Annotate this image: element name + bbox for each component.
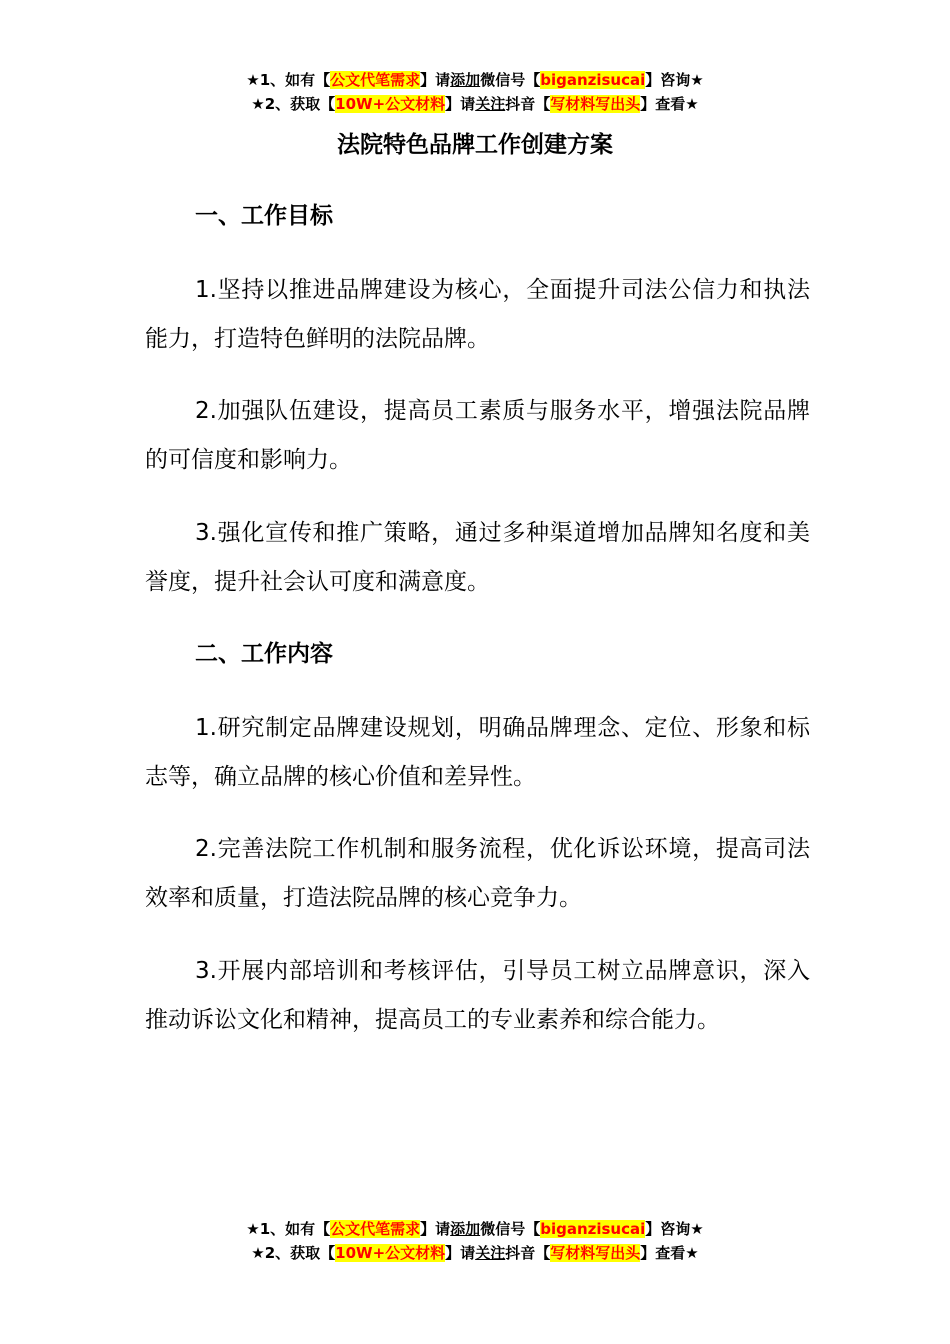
banner-text: 】请 (445, 95, 476, 113)
banner-text: 】查看 (640, 95, 686, 113)
banner-text: 微信号【 (480, 71, 541, 89)
star-icon: ★ (690, 71, 704, 89)
highlight-service: 公文代笔需求 (330, 1220, 421, 1238)
star-icon: ★ (251, 1244, 265, 1262)
paragraph: 1.研究制定品牌建设规划，明确品牌理念、定位、形象和标志等，确立品牌的核心价值和差异性。 (145, 715, 810, 790)
banner-text: 抖音【 (505, 95, 551, 113)
banner-text: 】咨询 (645, 1220, 691, 1238)
underlined-text: 关注 (475, 1244, 506, 1262)
highlight-service: 公文代笔需求 (330, 71, 421, 89)
underlined-text: 关注 (475, 95, 506, 113)
highlight-wechat-id: biganzisucai (540, 71, 646, 89)
star-icon: ★ (685, 95, 699, 113)
underlined-text: 添加 (450, 1220, 481, 1238)
banner-text: 】请 (420, 71, 451, 89)
banner-text: 】请 (420, 1220, 451, 1238)
underlined-text: 添加 (450, 71, 481, 89)
paragraph: 1.坚持以推进品牌建设为核心，全面提升司法公信力和执法能力，打造特色鲜明的法院品牌。 (145, 277, 810, 352)
star-icon: ★ (685, 1244, 699, 1262)
banner-line-2 (0, 1241, 950, 1265)
header-banner (0, 68, 950, 116)
document-title: 法院特色品牌工作创建方案 (337, 132, 613, 158)
highlight-douyin: 写材料写出头 (550, 95, 641, 113)
banner-text: 】请 (445, 1244, 476, 1262)
banner-text: 2、获取【 (264, 1244, 336, 1262)
banner-text: 1、如有【 (259, 71, 331, 89)
star-icon: ★ (251, 95, 265, 113)
section-heading-goals: 一、工作目标 (195, 203, 333, 229)
highlight-douyin: 写材料写出头 (550, 1244, 641, 1262)
highlight-materials: 10W+公文材料 (335, 95, 446, 113)
paragraph: 2.加强队伍建设，提高员工素质与服务水平，增强法院品牌的可信度和影响力。 (145, 398, 810, 473)
banner-text: 2、获取【 (264, 95, 336, 113)
banner-line-2 (0, 92, 950, 116)
paragraph: 3.强化宣传和推广策略，通过多种渠道增加品牌知名度和美誉度，提升社会认可度和满意度。 (145, 520, 810, 595)
paragraph: 3.开展内部培训和考核评估，引导员工树立品牌意识，深入推动诉讼文化和精神，提高员工的专业素养和综合能力。 (145, 958, 810, 1033)
star-icon: ★ (246, 71, 260, 89)
banner-text: 抖音【 (505, 1244, 551, 1262)
banner-text: 】咨询 (645, 71, 691, 89)
banner-line-1 (0, 68, 950, 92)
footer-banner (0, 1217, 950, 1265)
banner-text: 微信号【 (480, 1220, 541, 1238)
banner-text: 】查看 (640, 1244, 686, 1262)
banner-line-1 (0, 1217, 950, 1241)
highlight-materials: 10W+公文材料 (335, 1244, 446, 1262)
section-heading-content: 二、工作内容 (195, 641, 333, 667)
star-icon: ★ (690, 1220, 704, 1238)
banner-text: 1、如有【 (259, 1220, 331, 1238)
highlight-wechat-id: biganzisucai (540, 1220, 646, 1238)
star-icon: ★ (246, 1220, 260, 1238)
paragraph: 2.完善法院工作机制和服务流程，优化诉讼环境，提高司法效率和质量，打造法院品牌的核心竞争力。 (145, 836, 810, 911)
